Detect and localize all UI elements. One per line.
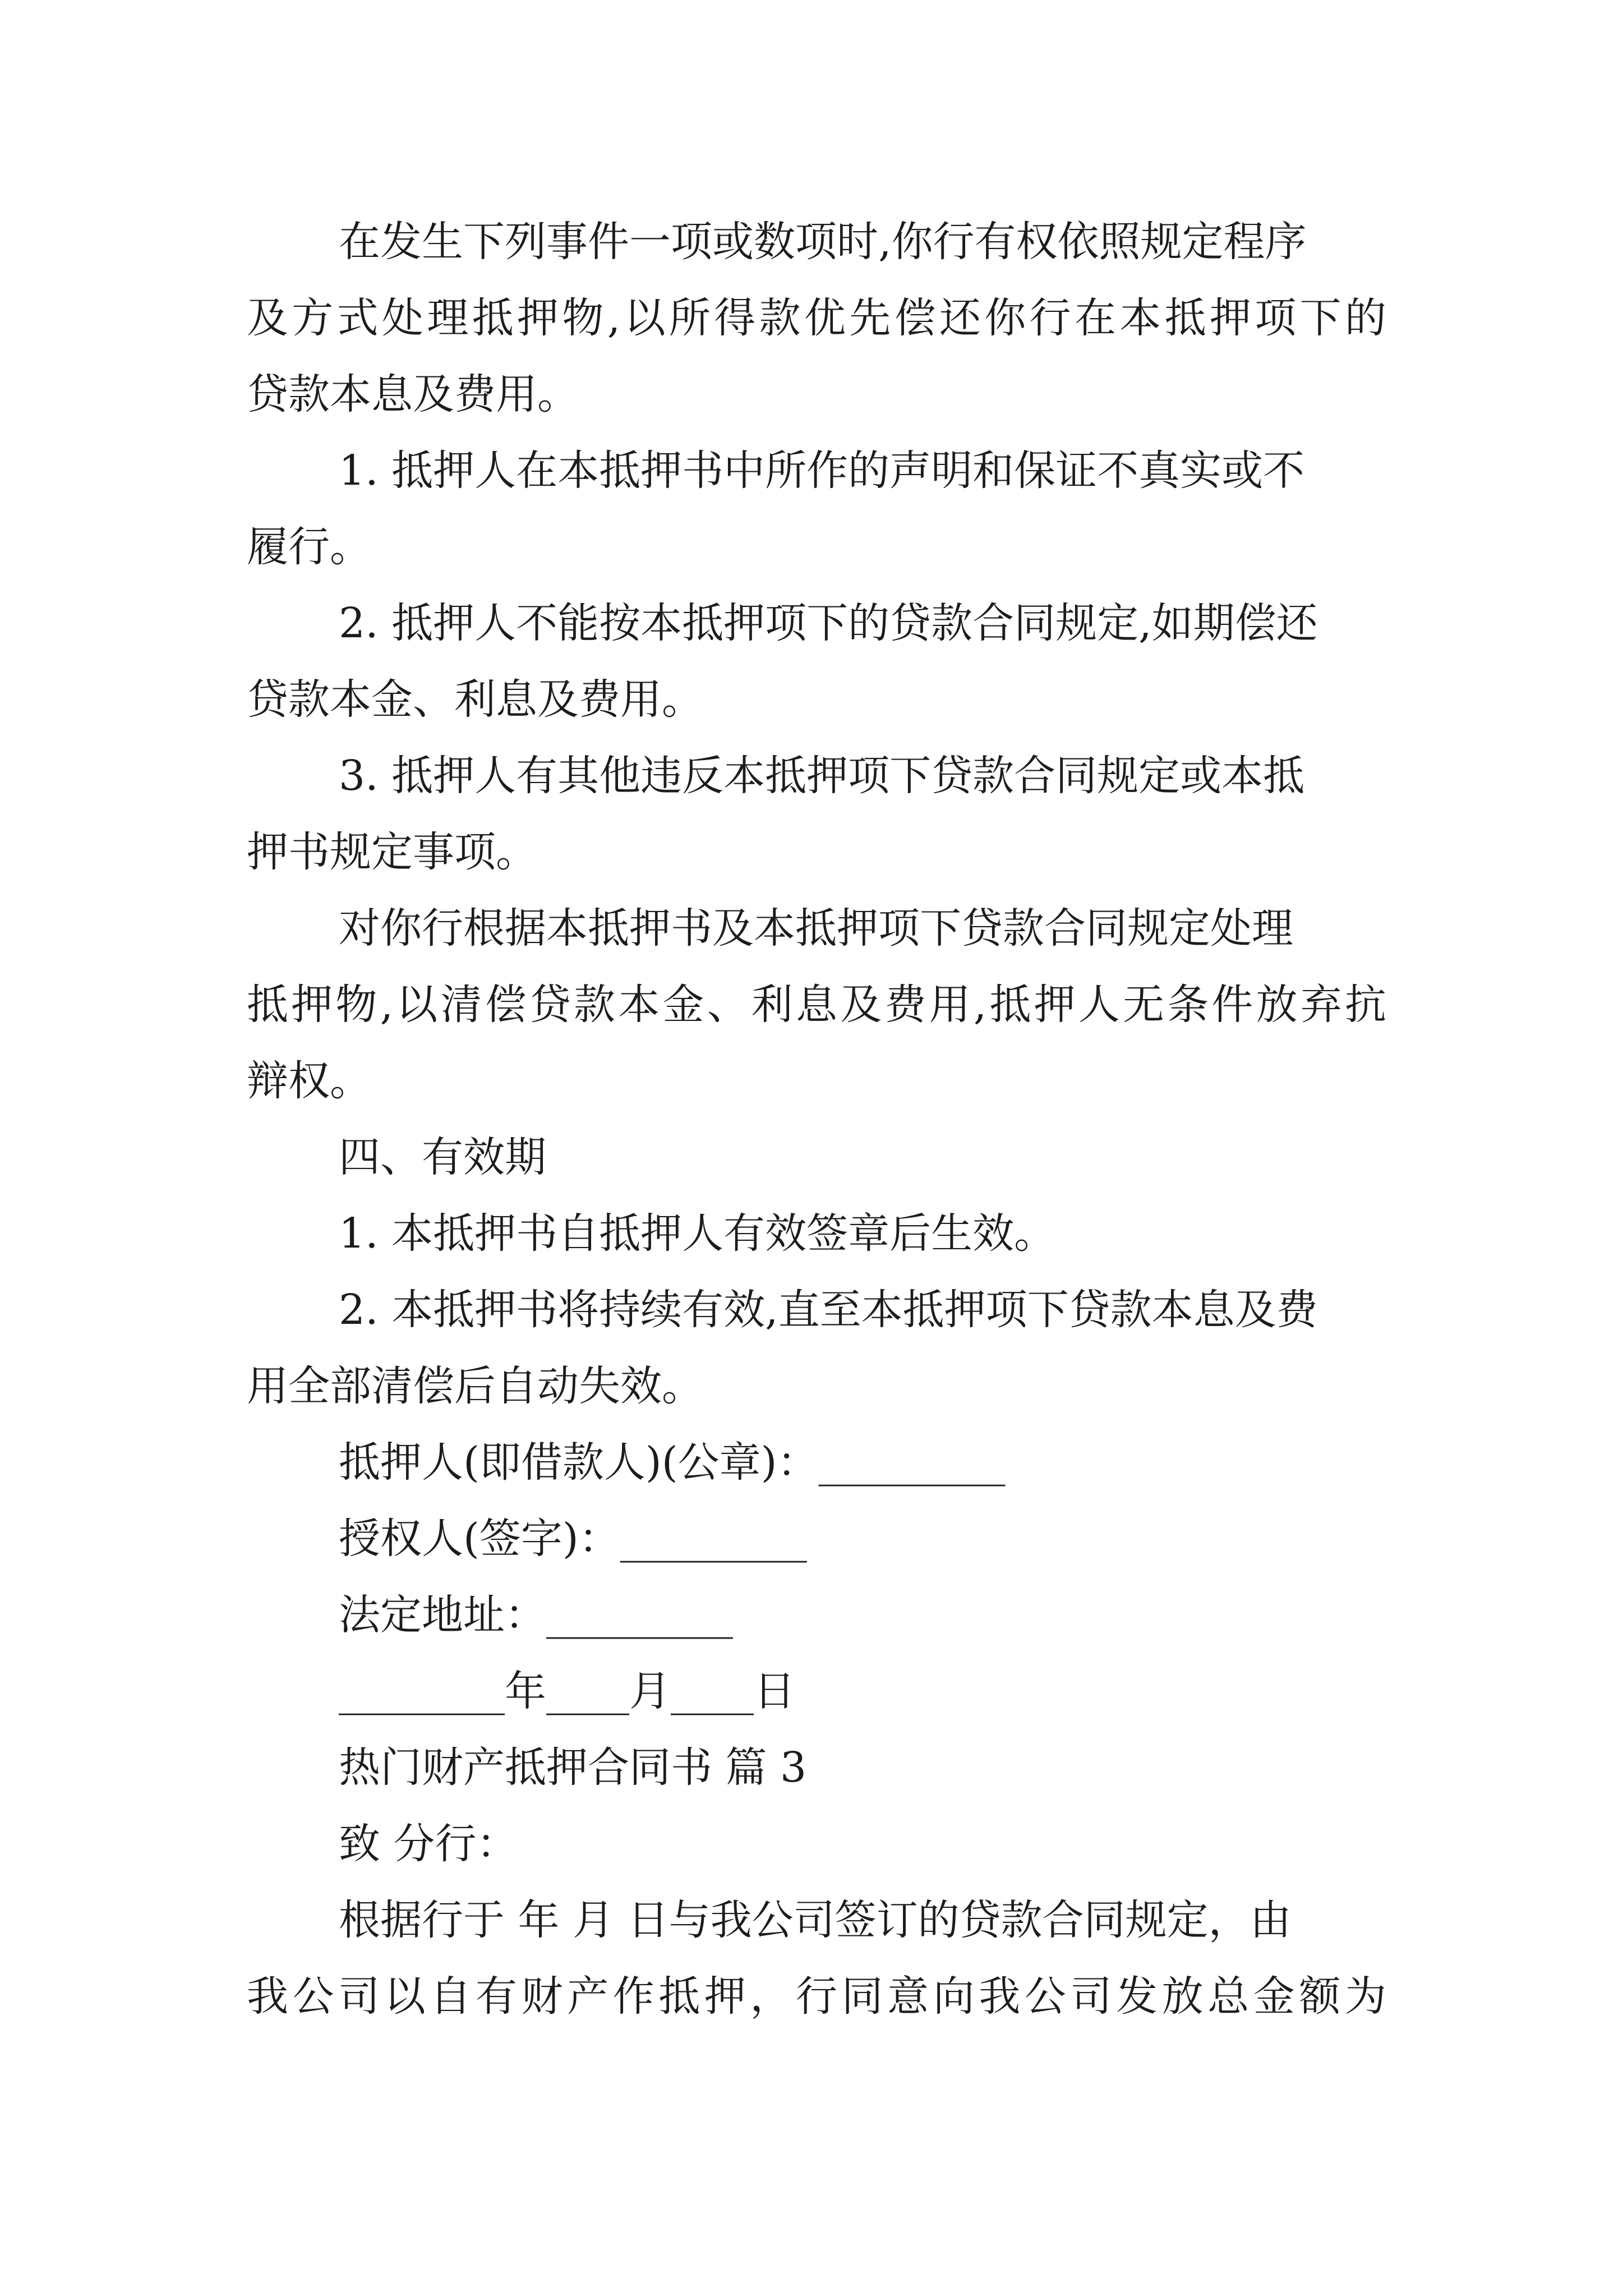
paragraph-line: 根据行于 年 月 日与我公司签订的贷款合同规定，由 [339,1896,1292,1944]
list-item-line: 用全部清偿后自动失效。 [247,1362,703,1410]
list-item-line: 2. 抵押人不能按本抵押项下的贷款合同规定,如期偿还 [339,599,1318,647]
list-item-line: 2. 本抵押书将持续有效,直至本抵押项下贷款本息及费 [339,1286,1318,1334]
signature-line-authorized: 授权人(签字)：_________ [339,1515,807,1563]
list-item-line: 履行。 [247,523,371,571]
paragraph-line: 在发生下列事件一项或数项时,你行有权依照规定程序 [339,218,1307,266]
paragraph-line: 贷款本息及费用。 [247,370,579,418]
list-item-line: 3. 抵押人有其他违反本抵押项下贷款合同规定或本抵 [339,752,1305,800]
list-item-line: 押书规定事项。 [247,828,537,876]
section-heading: 四、有效期 [339,1133,546,1181]
paragraph-line: 及方式处理抵押物,以所得款优先偿还你行在本抵押项下的 [247,294,1386,342]
signature-line-mortgagor: 抵押人(即借款人)(公章)：_________ [339,1438,1006,1487]
paragraph-line: 辩权。 [247,1057,371,1105]
paragraph-line: 对你行根据本抵押书及本抵押项下贷款合同规定处理 [339,904,1293,953]
signature-line-address: 法定地址：_________ [339,1591,733,1639]
paragraph-line: 我公司以自有财产作抵押，行同意向我公司发放总金额为 [247,1972,1386,2021]
list-item-line: 贷款本金、利息及费用。 [247,675,703,724]
salutation-line: 致 分行： [339,1820,518,1868]
list-item-line: 1. 抵押人在本抵押书中所作的声明和保证不真实或不 [339,447,1305,495]
section-title: 热门财产抵押合同书 篇 3 [339,1743,807,1792]
paragraph-line: 抵押物,以清偿贷款本金、利息及费用,抵押人无条件放弃抗 [247,981,1386,1029]
date-line: ________年____月____日 [339,1667,795,1715]
list-item-line: 1. 本抵押书自抵押人有效签章后生效。 [339,1209,1056,1258]
